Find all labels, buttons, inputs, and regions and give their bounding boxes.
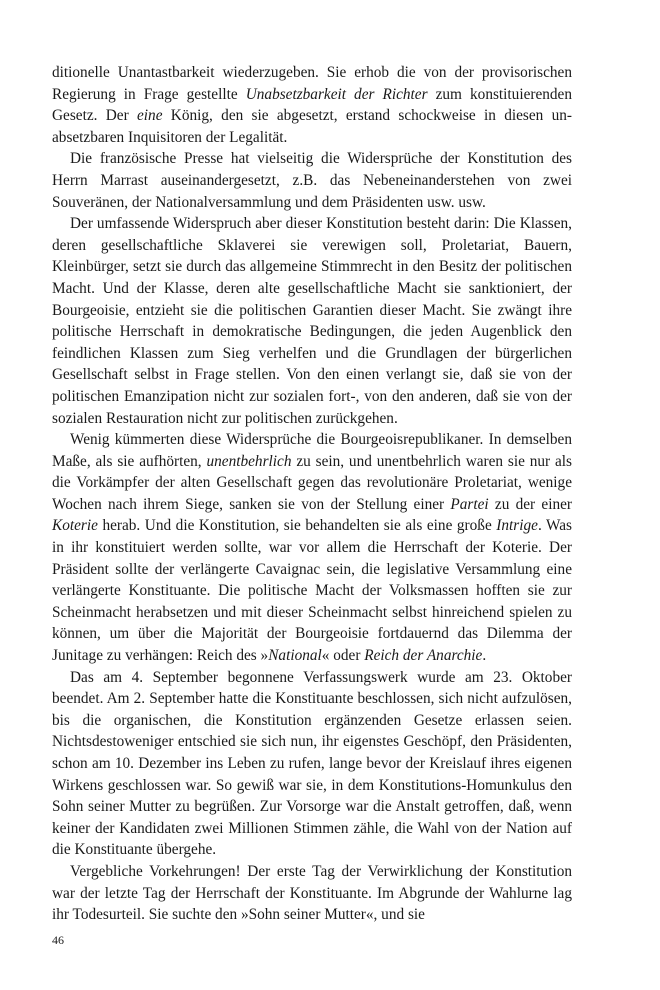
paragraph [52,861,572,926]
text-run: . Was in ihr konstituiert werden sollte, war vor allem die Herrschaft der Koterie. Der Präsident sollte der verlängerte Cavaignac sein, die legislative Versammlung eine verlängerte Konstituante. Die politische Macht der Volksmassen hofften sie zur Scheinmacht herabsetzen und mit dieser Scheinmacht selbst hinreichend spielen zu können, um über die Majorität der Bourgeoisie fortdauernd das Dilemma der Junitage zu verhängen: Reich des » [52,517,572,665]
emphasis-text: Koterie [52,517,98,535]
text-run: Wenig kümmerten diese Widersprüche die Bourgeoisrepublikaner. In demselben Maße, als sie aufhörten, [52,431,572,470]
text-run: « oder [321,647,365,665]
text-run: ditionelle Unantastbarkeit wiederzugeben. Sie erhob die von der provisorischen Regierung in Frage gestellte [52,64,572,103]
emphasis-text: Unabsetzbarkeit der Richter [245,85,428,103]
text-run: Das am 4. September begonnene Verfassungswerk wurde am 23. Oktober beendet. Am 2. September hatte die Konstituante beschlossen, sich nicht aufzulösen, bis die organischen, die Konstitution ergänzenden Gesetze erlassen seien. Nichtsdestoweniger entschied sie sich nun, ihr eigenstes Geschöpf, den Präsidenten, schon am 10. Dezember ins Leben zu rufen, lange bevor der Kreislauf ihres eigenen Wirkens geschlossen war. So gewiß war sie, in dem Konstitutions-Homunkulus den Sohn seiner Mutter zu begrüßen. Zur Vorsorge war die Anstalt getroffen, daß, wenn keiner der Kandidaten zwei Millionen Stimmen zähle, die Wahl von der Nation auf die Konstituante übergehe. [52,668,572,859]
text-run: zum konstituierenden Gesetz. Der [52,85,572,125]
emphasis-text: Reich der Anarchie [364,647,483,665]
paragraph [52,667,572,861]
emphasis-text: National [268,647,322,665]
emphasis-text: unentbehrlich [206,452,292,470]
emphasis-text: Partei [450,495,489,513]
text-run: Vergebliche Vorkehrungen! Der erste Tag der Verwirklichung der Konstitution war der letzte Tag der Herrschaft der Konstituante. Im Abgrunde der Wahlurne lag ihr Todesurteil. Sie suchte den »Sohn seiner Mutter«, und sie [52,862,572,924]
text-run: Die französische Presse hat vielseitig die Widersprüche der Konstitution des Herrn Marrast auseinandergesetzt, z.B. das Nebeneinanderstehen von zwei Souveränen, der Nationalversammlung und dem Präsidenten usw. usw. [52,150,572,211]
text-run: zu der einer [488,495,572,513]
text-run: König, den sie abgesetzt, erstand schockweise in diesen unabsetzbaren Inquisitoren der Legalität. [52,107,572,146]
text-run: zu sein, und unentbehrlich waren sie nur als die Vorkämpfer der alten Gesellschaft gegen das revolutionäre Proletariat, wenige Wochen nach ihrem Siege, sanken sie von der Stellung einer [52,452,572,513]
paragraph [52,213,572,429]
text-run: . [482,647,487,665]
paragraph [52,62,572,148]
paragraph [52,148,572,213]
emphasis-text: Intrige [496,517,538,535]
text-run: Der umfassende Widerspruch aber dieser Konstitution besteht darin: Die Klassen, deren gesellschaftliche Sklaverei sie verewigen soll, Proletariat, Bauern, Kleinbürger, setzt sie durch das allgemeine Stimmrecht in den Besitz der politischen Macht. Und der Klasse, deren alte gesellschaftliche Macht sie sanktioniert, der Bourgeoisie, entzieht sie die politischen Garantien dieser Macht. Sie zwängt ihre politische Herrschaft in demokratische Bedingungen, die jeden Augenblick den feindlichen Klassen zum Sieg verhelfen und die Grundlagen der bürgerlichen Gesellschaft selbst in Frage stellen. Von den einen verlangt sie, daß sie von der politischen Emanzipation nicht zur sozialen fort-, von den anderen, daß sie von der sozialen Restauration nicht zur politischen zurückgehen. [52,215,572,427]
emphasis-text: eine [137,107,163,125]
page-number: 46 [52,933,64,947]
text-run: herab. Und die Konstitution, sie behandelten sie als eine große [97,517,497,535]
paragraph [52,429,572,667]
page-body [52,62,572,926]
